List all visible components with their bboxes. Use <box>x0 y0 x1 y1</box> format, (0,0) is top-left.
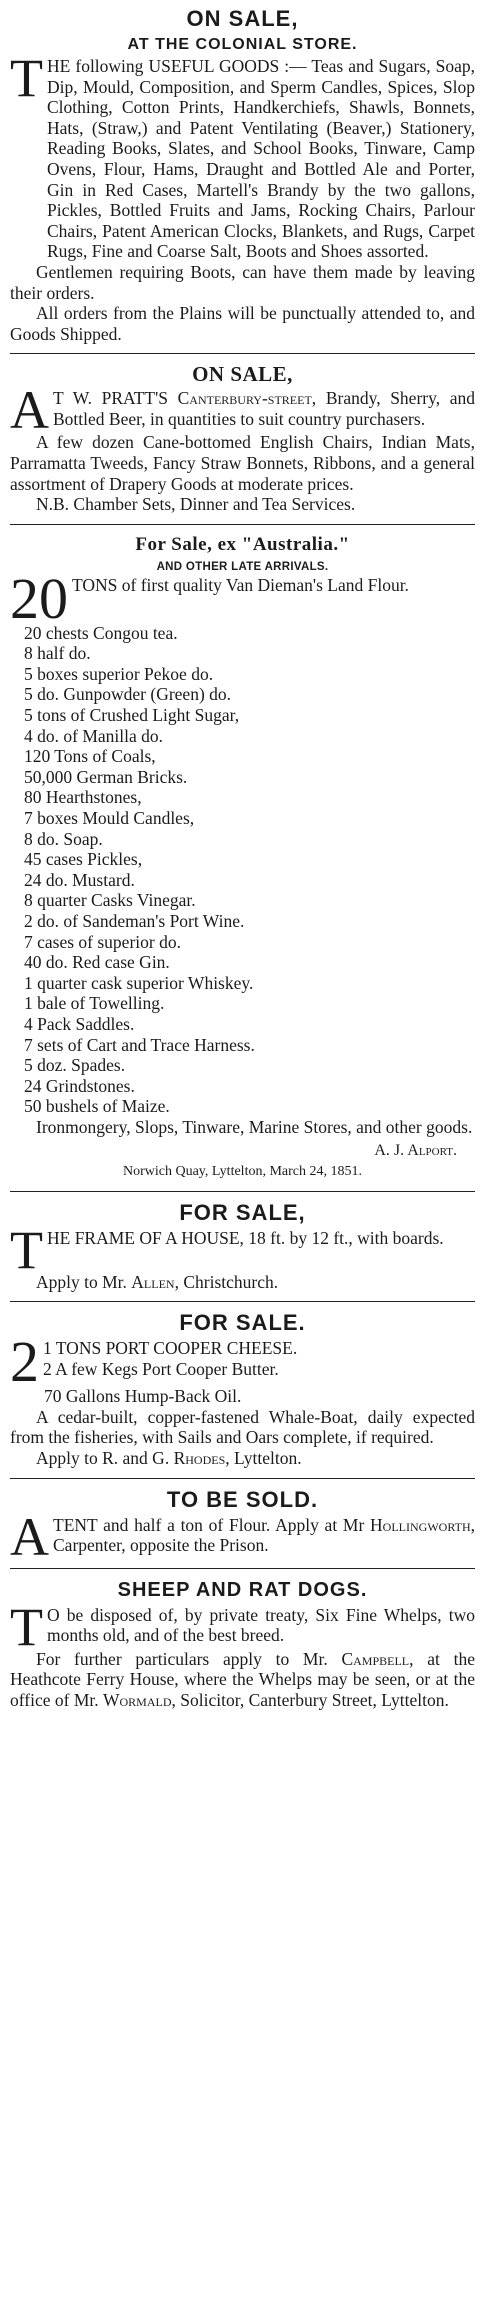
ad-text: All orders from the Plains will be punctually attended to, and Goods Shipped. <box>10 303 475 344</box>
text-run: Apply to R. and G. <box>36 1447 170 1468</box>
text-run-caps: Rhodes, <box>173 1447 230 1468</box>
list-item: 8 quarter Casks Vinegar. <box>24 890 196 911</box>
text-run-caps: Canterbury-street, <box>177 388 317 409</box>
text-run: T W. PRATT'S <box>53 388 168 409</box>
list-item: 5 do. Gunpowder (Green) do. <box>24 684 232 705</box>
list-item: 7 boxes Mould Candles, <box>24 808 195 829</box>
list-item: 4 do. of Manilla do. <box>24 725 164 746</box>
ad-heading: ON SALE, <box>192 362 293 387</box>
signature: A. J. Alport. <box>374 1141 457 1159</box>
drop-cap: T <box>10 48 43 108</box>
list-item: 24 Grindstones. <box>24 1075 135 1096</box>
ad-tent <box>10 1485 475 1567</box>
list-item: 1 bale of Towelling. <box>24 993 165 1014</box>
list-item: 50,000 German Bricks. <box>24 766 188 787</box>
ad-text: A cedar-built, copper-fastened Whale-Boat, daily expected from the fisheries, with Sails and Oars complete, if required. <box>10 1406 475 1448</box>
ad-text <box>53 1515 475 1556</box>
divider <box>10 1478 475 1479</box>
ad-heading: TO BE SOLD. <box>166 1486 319 1512</box>
text-run-caps: Hollingworth, <box>370 1514 475 1535</box>
ad-ex-australia <box>10 531 475 1182</box>
ad-body <box>10 380 476 441</box>
list-item: 8 do. Soap. <box>24 828 103 849</box>
list-item: 8 half do. <box>24 643 91 664</box>
ad-body <box>10 1506 475 1567</box>
drop-cap: A <box>10 1506 49 1567</box>
text-run-caps: Allen, <box>131 1271 179 1292</box>
drop-cap: A <box>10 380 49 441</box>
drop-number: 2 <box>10 1329 39 1395</box>
text-run: at the Heathcote Ferry House, where the Whelps may be seen, or at the office of Mr. <box>10 1648 475 1710</box>
list-item: 5 doz. Spades. <box>24 1055 126 1076</box>
ad-text: Gentlemen requiring Boots, can have them made by leaving their orders. <box>10 261 475 303</box>
ad-dogs <box>10 1575 475 1711</box>
list-item: 4 Pack Saddles. <box>24 1013 135 1034</box>
text-run: Brandy, Sherry, and Bottled Beer, in quantities to suit country purchasers. <box>53 388 476 429</box>
dateline: Norwich Quay, Lyttelton, March 24, 1851. <box>123 1163 362 1179</box>
divider <box>10 1301 475 1302</box>
drop-number: 20 <box>10 565 68 631</box>
list-item: 120 Tons of Coals, <box>24 746 156 767</box>
ad-text: 70 Gallons Hump-Back Oil. <box>44 1386 242 1407</box>
list-item: 20 chests Congou tea. <box>24 622 178 643</box>
ad-text: O be disposed of, by private treaty, Six Fine Whelps, two months old, and of the best breed. <box>47 1604 475 1646</box>
list-item: 24 do. Mustard. <box>24 869 135 890</box>
text-run: Christchurch. <box>183 1271 279 1292</box>
divider <box>10 353 475 354</box>
ad-text: HE following USEFUL GOODS :— Teas and Sugars, Soap, Dip, Mould, Composition, and Sperm Candles, Spices, Slop Clothing, Cotton Prints, Handkerchiefs, Shawls, Bonnets, Hats, (Straw,) and Patent Ventilating (Beaver,) Stationery, Reading Books, Slates, and School Books, Tinware, Camp Ovens, Flour, Hams, Draught and Bottled Ale and Porter, Gin in Red Cases, Martell's Brandy by the two gallons, Pickles, Bottled Fruits and Jams, Rocking Chairs, Parlour Chairs, Patent American Clocks, Blankets, and Rugs, Carpet Rugs, Fine and Coarse Salt, Boots and Shoes assorted. <box>47 56 475 262</box>
text-run: Carpenter, opposite the Prison. <box>53 1535 269 1556</box>
ad-text <box>10 1272 475 1293</box>
ad-subheading: AND OTHER LATE ARRIVALS. <box>156 560 329 573</box>
ad-text: TONS of first quality Van Dieman's Land Flour. <box>72 574 409 595</box>
drop-cap: T <box>10 1219 43 1280</box>
ad-colonial-store <box>10 4 475 344</box>
list-item: 1 quarter cask superior Whiskey. <box>24 972 254 993</box>
list-item: 80 Hearthstones, <box>24 787 142 808</box>
ad-text <box>10 1448 475 1469</box>
ad-text: 2 A few Kegs Port Cooper Butter. <box>43 1358 279 1379</box>
ad-text: HE FRAME OF A HOUSE, 18 ft. by 12 ft., with boards. <box>47 1227 444 1248</box>
ad-heading: FOR SALE. <box>179 1310 306 1336</box>
ad-lines <box>43 1338 297 1379</box>
ad-body <box>10 1596 475 1657</box>
ad-heading: SHEEP AND RAT DOGS. <box>117 1578 368 1601</box>
ad-body <box>10 1219 475 1280</box>
ad-text <box>10 1649 475 1711</box>
ad-body <box>10 1329 475 1395</box>
drop-cap: T <box>10 1596 43 1657</box>
ad-body <box>10 48 475 262</box>
list-item: 7 cases of superior do. <box>24 931 181 952</box>
ad-text: A few dozen Cane-bottomed English Chairs, Indian Mats, Parramatta Tweeds, Fancy Straw Bonnets, Ribbons, and a general assortment of Drapery Goods at moderate prices. <box>10 432 475 494</box>
list-item: 40 do. Red case Gin. <box>24 952 170 973</box>
text-run: For further particulars apply to Mr. <box>36 1648 328 1669</box>
ad-heading: For Sale, ex "Australia." <box>135 533 350 555</box>
ad-text: N.B. Chamber Sets, Dinner and Tea Services. <box>36 494 356 515</box>
divider <box>10 1568 475 1569</box>
ad-text: 1 TONS PORT COOPER CHEESE. <box>43 1338 298 1359</box>
divider <box>10 1191 475 1192</box>
ad-cheese <box>10 1308 475 1468</box>
divider <box>10 524 475 525</box>
list-item: 5 boxes superior Pekoe do. <box>24 663 214 684</box>
ad-text: Ironmongery, Slops, Tinware, Marine Stores, and other goods. <box>36 1116 473 1137</box>
text-run: TENT and half a ton of Flour. Apply at Mr <box>53 1514 365 1535</box>
text-run: Apply to Mr. <box>36 1271 127 1292</box>
ad-subheading: AT THE COLONIAL STORE. <box>127 36 358 53</box>
list-item: 50 bushels of Maize. <box>24 1096 170 1117</box>
text-run: Lyttelton. <box>234 1447 302 1468</box>
text-run-caps: Campbell, <box>341 1648 414 1669</box>
ad-heading: FOR SALE, <box>179 1199 306 1225</box>
text-run: Solicitor, Canterbury Street, Lyttelton. <box>180 1689 449 1710</box>
ad-house-frame <box>10 1198 475 1293</box>
ad-pratt <box>10 360 475 514</box>
text-run-caps: Wormald, <box>103 1689 176 1710</box>
ad-text <box>53 388 475 429</box>
list-item: 2 do. of Sandeman's Port Wine. <box>24 911 245 931</box>
list-item: 5 tons of Crushed Light Sugar, <box>24 705 240 726</box>
list-item: 45 cases Pickles, <box>24 849 143 870</box>
ad-heading: ON SALE, <box>186 6 299 31</box>
list-item: 7 sets of Cart and Trace Harness. <box>24 1034 255 1055</box>
item-list <box>10 623 475 1117</box>
